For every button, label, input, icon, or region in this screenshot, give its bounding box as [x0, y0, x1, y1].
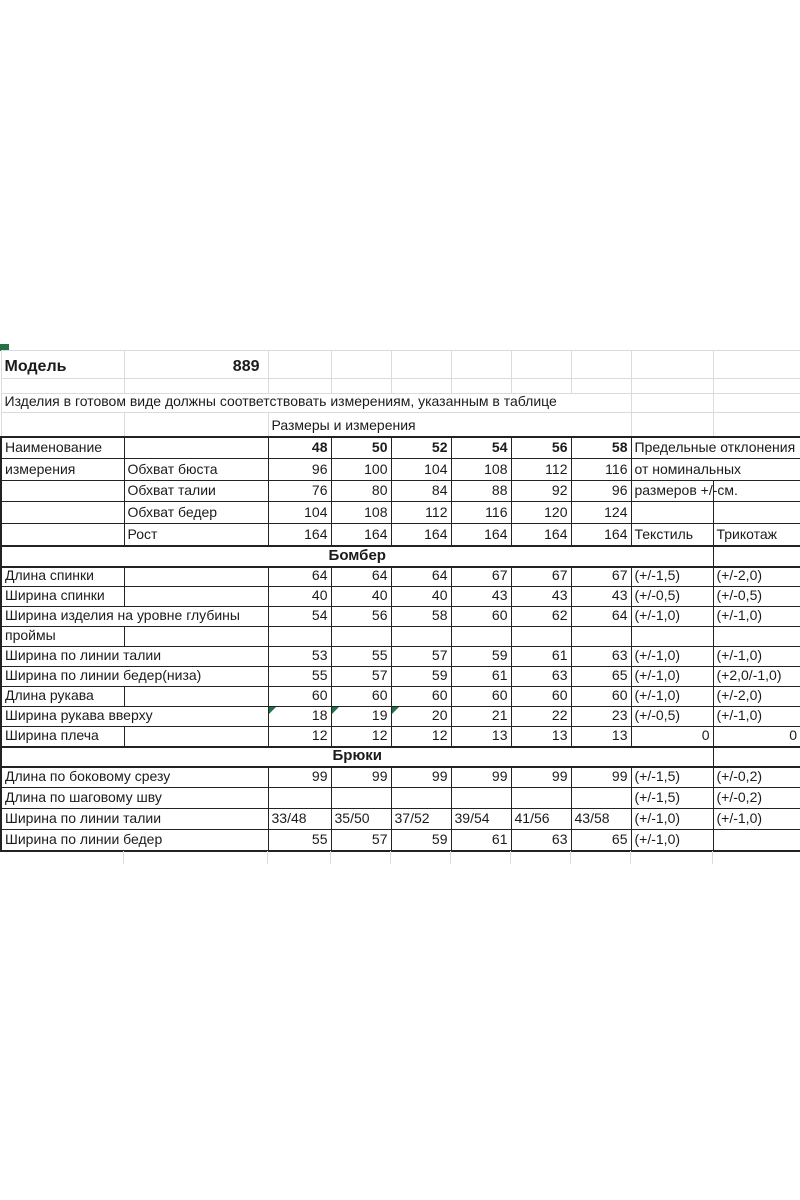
size-value-cell[interactable]: 40	[268, 587, 331, 607]
gridline-stub	[510, 851, 511, 864]
size-value-cell[interactable]: 53	[268, 647, 331, 667]
size-table-body	[1, 351, 800, 851]
size-value-cell[interactable]: 61	[511, 647, 571, 667]
data-row	[1, 607, 800, 627]
gridline-stub	[450, 851, 451, 864]
size-value-cell[interactable]: 96	[571, 481, 631, 502]
size-value-cell[interactable]: 100	[331, 459, 391, 481]
model-label-cell[interactable]: Модель	[1, 351, 124, 379]
size-value-cell[interactable]: 43	[451, 587, 511, 607]
empty-cell[interactable]	[1, 502, 124, 524]
size-value-cell[interactable]	[571, 627, 631, 647]
size-value-cell[interactable]: 67	[571, 567, 631, 587]
size-value-cell[interactable]: 80	[331, 481, 391, 502]
empty-cell[interactable]	[1, 379, 124, 394]
tolerance-value-cell[interactable]: (+/-2,0)	[713, 687, 800, 707]
size-value-cell[interactable]: 43/58	[571, 809, 631, 830]
section-title-cell[interactable]: Бомбер	[1, 546, 713, 567]
tolerance-value-cell[interactable]: (+/-1,0)	[631, 687, 713, 707]
size-header-cell[interactable]: 48	[268, 437, 331, 459]
size-value-cell[interactable]: 40	[391, 587, 451, 607]
table-title-row	[1, 413, 800, 437]
size-header-cell[interactable]: 56	[511, 437, 571, 459]
data-row	[1, 830, 800, 851]
measurement-label-cell[interactable]: Ширина по линии бедер(низа)	[1, 667, 268, 687]
size-value-cell[interactable]: 62	[511, 607, 571, 627]
size-value-cell[interactable]: 99	[571, 767, 631, 788]
data-row	[1, 567, 800, 587]
size-value-cell[interactable]: 164	[511, 524, 571, 546]
empty-cell[interactable]	[713, 394, 800, 413]
table-title-cell[interactable]: Размеры и измерения	[268, 413, 631, 437]
tolerance-value-cell[interactable]: (+/-0,5)	[631, 587, 713, 607]
size-value-cell[interactable]: 12	[391, 727, 451, 747]
size-value-cell[interactable]	[331, 707, 391, 727]
tolerance-value-cell[interactable]: (+/-1,0)	[631, 607, 713, 627]
model-value-cell[interactable]: 889	[124, 351, 268, 379]
size-value-cell[interactable]: 59	[391, 830, 451, 851]
tolerance-value-cell[interactable]: (+/-1,5)	[631, 767, 713, 788]
size-value-cell[interactable]: 57	[331, 830, 391, 851]
empty-cell[interactable]	[1, 413, 124, 437]
tolerance-note-cell[interactable]: размеров +/-см.	[631, 481, 713, 502]
empty-cell[interactable]	[124, 727, 268, 747]
empty-cell[interactable]	[631, 502, 713, 524]
size-value-cell[interactable]: 60	[451, 687, 511, 707]
size-value-cell[interactable]: 164	[268, 524, 331, 546]
size-value-cell[interactable]: 99	[268, 767, 331, 788]
green-triangle-icon	[269, 707, 276, 714]
data-row	[1, 788, 800, 809]
empty-cell[interactable]	[268, 379, 331, 394]
size-value-cell[interactable]: 13	[571, 727, 631, 747]
size-header-cell[interactable]: 52	[391, 437, 451, 459]
size-value-cell[interactable]: 33/48	[268, 809, 331, 830]
size-value-cell[interactable]	[571, 788, 631, 809]
size-value-cell[interactable]: 104	[268, 502, 331, 524]
empty-cell[interactable]	[331, 379, 391, 394]
measurement-label-cell[interactable]: Ширина по линии бедер	[1, 830, 268, 851]
empty-cell[interactable]	[1, 481, 124, 502]
size-header-row	[1, 437, 800, 459]
size-value-cell[interactable]: 64	[268, 567, 331, 587]
size-value-cell[interactable]: 164	[451, 524, 511, 546]
measurement-label-cell[interactable]: Ширина спинки	[1, 587, 124, 607]
size-value-cell[interactable]: 37/52	[391, 809, 451, 830]
gridline-stubs	[0, 851, 800, 864]
tolerance-value-cell[interactable]: (+/-0,5)	[631, 707, 713, 727]
measurement-label-cell[interactable]: Рост	[124, 524, 268, 546]
measurement-label-cell[interactable]: Ширина изделия на уровне глубины	[1, 607, 268, 627]
empty-cell[interactable]	[331, 351, 391, 379]
cell-text: 18	[311, 707, 328, 724]
size-value-cell[interactable]: 164	[571, 524, 631, 546]
gridline-stub	[123, 851, 124, 864]
size-value-cell[interactable]: 67	[511, 567, 571, 587]
empty-cell[interactable]	[713, 502, 800, 524]
data-row	[1, 767, 800, 788]
data-row	[1, 587, 800, 607]
size-value-cell[interactable]: 54	[268, 607, 331, 627]
tolerance-value-cell[interactable]: (+2,0/-1,0)	[713, 667, 800, 687]
size-value-cell[interactable]	[391, 627, 451, 647]
gridline-stub	[630, 851, 631, 864]
measurement-label-cell[interactable]: Ширина рукава вверху	[1, 707, 268, 727]
tolerance-value-cell[interactable]: (+/-1,0)	[713, 647, 800, 667]
cell-text: 20	[431, 707, 448, 724]
size-value-cell[interactable]: 55	[268, 830, 331, 851]
measurement-label-cell[interactable]: Обхват талии	[124, 481, 268, 502]
tolerance-header-cell[interactable]: Предельные отклонения	[631, 437, 800, 459]
size-header-cell[interactable]: 58	[571, 437, 631, 459]
empty-cell[interactable]	[571, 379, 631, 394]
measurement-label-cell[interactable]: Длина спинки	[1, 567, 124, 587]
size-value-cell[interactable]: 64	[391, 567, 451, 587]
size-value-cell[interactable]: 35/50	[331, 809, 391, 830]
empty-cell[interactable]	[713, 379, 800, 394]
empty-cell[interactable]	[124, 567, 268, 587]
size-value-cell[interactable]: 21	[451, 707, 511, 727]
general-row	[1, 459, 800, 481]
empty-cell[interactable]	[124, 379, 268, 394]
tolerance-value-cell[interactable]: (+/-1,0)	[631, 647, 713, 667]
empty-cell[interactable]	[124, 437, 268, 459]
tolerance-value-cell[interactable]: 0	[631, 727, 713, 747]
size-value-cell[interactable]: 22	[511, 707, 571, 727]
size-header-cell[interactable]: 50	[331, 437, 391, 459]
tolerance-value-cell[interactable]: (+/-0,2)	[713, 767, 800, 788]
size-value-cell[interactable]: 108	[331, 502, 391, 524]
data-row	[1, 727, 800, 747]
model-row	[1, 351, 800, 379]
size-value-cell[interactable]: 59	[451, 647, 511, 667]
size-value-cell[interactable]: 59	[391, 667, 451, 687]
empty-cell[interactable]	[713, 747, 800, 767]
green-triangle-icon	[332, 707, 339, 714]
empty-cell[interactable]	[631, 351, 713, 379]
size-value-cell[interactable]: 55	[268, 667, 331, 687]
measurement-label-cell[interactable]: Ширина по линии талии	[1, 809, 268, 830]
empty-cell[interactable]	[631, 394, 713, 413]
empty-cell[interactable]	[631, 413, 713, 437]
size-value-cell[interactable]	[391, 788, 451, 809]
tolerance-value-cell[interactable]: (+/-1,0)	[631, 830, 713, 851]
empty-cell[interactable]	[451, 351, 511, 379]
size-value-cell[interactable]: 92	[511, 481, 571, 502]
measurement-label-cell[interactable]: Обхват бедер	[124, 502, 268, 524]
size-value-cell[interactable]: 164	[331, 524, 391, 546]
general-row	[1, 524, 800, 546]
cell-text: 19	[371, 707, 388, 724]
empty-cell[interactable]	[511, 351, 571, 379]
size-value-cell[interactable]: 13	[451, 727, 511, 747]
empty-row	[1, 379, 800, 394]
name-header-cell[interactable]: Наименование	[1, 437, 124, 459]
note-cell[interactable]: Изделия в готовом виде должны соответствовать измерениям, указанным в таблице	[1, 394, 631, 413]
size-value-cell[interactable]	[331, 788, 391, 809]
tolerance-value-cell[interactable]: (+/-1,5)	[631, 788, 713, 809]
empty-cell[interactable]	[451, 379, 511, 394]
tolerance-value-cell[interactable]: (+/-0,2)	[713, 788, 800, 809]
measurement-label-cell[interactable]: Длина по боковому срезу	[1, 767, 268, 788]
tolerance-value-cell[interactable]: (+/-1,0)	[631, 809, 713, 830]
size-value-cell[interactable]: 61	[451, 667, 511, 687]
general-row	[1, 481, 800, 502]
empty-cell[interactable]	[124, 587, 268, 607]
gridline-stub	[712, 851, 713, 864]
tolerance-value-cell[interactable]: (+/-1,0)	[631, 667, 713, 687]
size-value-cell[interactable]: 60	[511, 687, 571, 707]
empty-cell[interactable]	[391, 351, 451, 379]
size-value-cell[interactable]: 55	[331, 647, 391, 667]
measurement-label-cell[interactable]: проймы	[1, 627, 124, 647]
empty-cell[interactable]	[124, 687, 268, 707]
size-value-cell[interactable]: 60	[331, 687, 391, 707]
empty-cell[interactable]	[124, 413, 268, 437]
data-row	[1, 647, 800, 667]
size-value-cell[interactable]: 43	[571, 587, 631, 607]
empty-cell[interactable]	[713, 413, 800, 437]
size-value-cell[interactable]: 63	[571, 647, 631, 667]
empty-cell[interactable]	[631, 379, 713, 394]
size-value-cell[interactable]: 40	[331, 587, 391, 607]
empty-cell[interactable]	[124, 627, 268, 647]
empty-cell[interactable]	[268, 351, 331, 379]
size-value-cell[interactable]: 108	[451, 459, 511, 481]
size-value-cell[interactable]: 104	[391, 459, 451, 481]
size-value-cell[interactable]: 39/54	[451, 809, 511, 830]
section-title-row	[1, 546, 800, 567]
size-value-cell[interactable]: 67	[451, 567, 511, 587]
size-value-cell[interactable]	[451, 627, 511, 647]
section-title-cell[interactable]: Брюки	[1, 747, 713, 767]
size-value-cell[interactable]: 99	[391, 767, 451, 788]
green-triangle-icon	[392, 707, 399, 714]
tolerance-value-cell[interactable]: (+/-1,5)	[631, 567, 713, 587]
size-value-cell[interactable]: 99	[331, 767, 391, 788]
size-header-cell[interactable]: 54	[451, 437, 511, 459]
data-row	[1, 627, 800, 647]
empty-cell[interactable]	[713, 546, 800, 567]
size-value-cell[interactable]: 56	[331, 607, 391, 627]
size-value-cell[interactable]: 88	[451, 481, 511, 502]
size-value-cell[interactable]	[511, 788, 571, 809]
size-value-cell[interactable]: 164	[391, 524, 451, 546]
size-value-cell[interactable]: 61	[451, 830, 511, 851]
size-value-cell[interactable]: 12	[268, 727, 331, 747]
measurement-label-cell[interactable]: Длина рукава	[1, 687, 124, 707]
size-table	[0, 350, 800, 852]
size-value-cell[interactable]: 96	[268, 459, 331, 481]
size-value-cell[interactable]	[268, 707, 331, 727]
gridline-stub	[570, 851, 571, 864]
tolerance-value-cell[interactable]: (+/-1,0)	[713, 809, 800, 830]
size-value-cell[interactable]	[391, 707, 451, 727]
size-value-cell[interactable]: 124	[571, 502, 631, 524]
measurement-label-cell[interactable]: Ширина по линии талии	[1, 647, 268, 667]
size-value-cell[interactable]: 99	[451, 767, 511, 788]
size-value-cell[interactable]: 41/56	[511, 809, 571, 830]
data-row	[1, 687, 800, 707]
size-value-cell[interactable]: 57	[391, 647, 451, 667]
material-knit-cell[interactable]: Трикотаж	[713, 524, 800, 546]
measurement-label-cell[interactable]: Длина по шаговому шву	[1, 788, 268, 809]
size-value-cell[interactable]: 63	[511, 667, 571, 687]
data-row	[1, 809, 800, 830]
tolerance-value-cell[interactable]	[713, 830, 800, 851]
size-value-cell[interactable]: 116	[571, 459, 631, 481]
gridline-stub	[267, 851, 268, 864]
data-row	[1, 667, 800, 687]
size-value-cell[interactable]: 63	[511, 830, 571, 851]
size-value-cell[interactable]: 84	[391, 481, 451, 502]
name-header-cell-2[interactable]: измерения	[1, 459, 124, 481]
size-value-cell[interactable]: 13	[511, 727, 571, 747]
size-value-cell[interactable]	[268, 627, 331, 647]
tolerance-value-cell[interactable]: (+/-1,0)	[713, 707, 800, 727]
tolerance-value-cell[interactable]: 0	[713, 727, 800, 747]
size-value-cell[interactable]: 23	[571, 707, 631, 727]
size-value-cell[interactable]: 99	[511, 767, 571, 788]
empty-cell[interactable]	[1, 524, 124, 546]
note-row	[1, 394, 800, 413]
size-value-cell[interactable]: 60	[571, 687, 631, 707]
gridline-stub	[330, 851, 331, 864]
empty-cell[interactable]	[713, 351, 800, 379]
size-value-cell[interactable]: 58	[391, 607, 451, 627]
size-value-cell[interactable]: 112	[511, 459, 571, 481]
general-row	[1, 502, 800, 524]
tolerance-value-cell[interactable]	[631, 627, 713, 647]
size-value-cell[interactable]: 64	[331, 567, 391, 587]
measurement-label-cell[interactable]: Обхват бюста	[124, 459, 268, 481]
size-value-cell[interactable]: 65	[571, 830, 631, 851]
material-textile-cell[interactable]: Текстиль	[631, 524, 713, 546]
size-value-cell[interactable]: 57	[331, 667, 391, 687]
empty-cell[interactable]	[571, 351, 631, 379]
size-value-cell[interactable]: 43	[511, 587, 571, 607]
gridline-stub	[390, 851, 391, 864]
size-value-cell[interactable]: 60	[451, 607, 511, 627]
size-value-cell[interactable]: 64	[571, 607, 631, 627]
tolerance-value-cell[interactable]: (+/-1,0)	[713, 607, 800, 627]
size-value-cell[interactable]	[268, 788, 331, 809]
size-value-cell[interactable]	[511, 627, 571, 647]
size-value-cell[interactable]: 12	[331, 727, 391, 747]
size-value-cell[interactable]: 65	[571, 667, 631, 687]
data-row	[1, 707, 800, 727]
tolerance-note-cell[interactable]: от номинальных	[631, 459, 800, 481]
size-value-cell[interactable]	[331, 627, 391, 647]
empty-cell[interactable]	[391, 379, 451, 394]
section-title-row	[1, 747, 800, 767]
size-value-cell[interactable]: 120	[511, 502, 571, 524]
tolerance-value-cell[interactable]: (+/-0,5)	[713, 587, 800, 607]
tolerance-value-cell[interactable]	[713, 627, 800, 647]
size-value-cell[interactable]: 60	[391, 687, 451, 707]
measurement-label-cell[interactable]: Ширина плеча	[1, 727, 124, 747]
size-value-cell[interactable]: 76	[268, 481, 331, 502]
size-value-cell[interactable]: 60	[268, 687, 331, 707]
tolerance-value-cell[interactable]: (+/-2,0)	[713, 567, 800, 587]
empty-cell[interactable]	[511, 379, 571, 394]
size-value-cell[interactable]: 112	[391, 502, 451, 524]
size-value-cell[interactable]	[451, 788, 511, 809]
size-value-cell[interactable]: 116	[451, 502, 511, 524]
